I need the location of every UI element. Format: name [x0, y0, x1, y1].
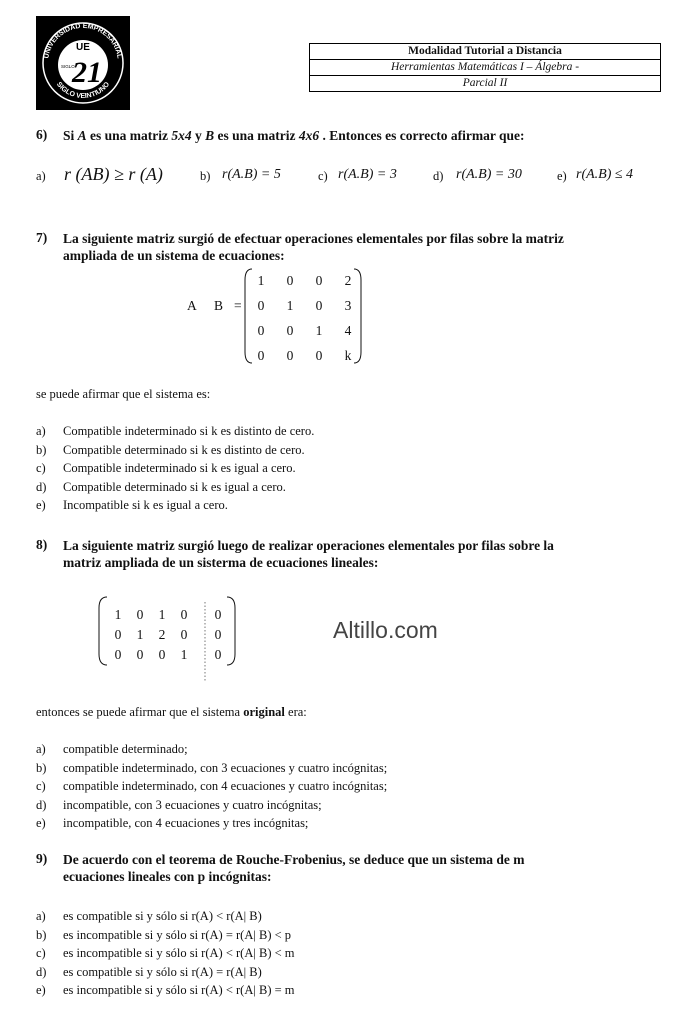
q7-option-d: d) Compatible determinado si k es igual a cero.	[36, 479, 286, 494]
q7-options	[36, 422, 314, 515]
q7-matrix-cell-r4c3: 0	[315, 348, 323, 363]
q7-matrix-cell-r4c2: 0	[286, 348, 294, 363]
logo-ue: UE	[76, 42, 90, 53]
q7-label-b: B	[214, 298, 224, 313]
q6-option-a-letter: a)	[36, 169, 46, 183]
q7-matrix-cell-r2c2: 1	[286, 298, 294, 313]
q9-options	[36, 907, 295, 1000]
q8-matrix-cell-r3c4: 1	[180, 647, 188, 662]
q7-statement: La siguiente matriz surgió de efectuar operaciones elementales por filas sobre la matriz ampliada de un sistema de ecuaciones:	[63, 231, 564, 263]
q9-option-c: c) es incompatible si y sólo si r(A) < r(A| B) < m	[36, 946, 295, 960]
q8-matrix-cell-r3c2: 0	[136, 647, 144, 662]
q7-matrix-cell-r3c1: 0	[257, 323, 265, 338]
q7-equals: =	[234, 298, 242, 313]
q8-option-a: a) compatible determinado;	[36, 742, 188, 756]
q8-statement: La siguiente matriz surgió luego de realizar operaciones elementales por filas sobre la matriz ampliada de un sisterma de ecuaciones lineales:	[63, 538, 554, 570]
q7-matrix-cell-r2c4: 3	[344, 298, 352, 313]
q6-option-e-letter: e)	[557, 169, 567, 183]
logo-bottom-text: SIGLO VEINTIUNO	[54, 80, 112, 101]
course-header-box	[309, 43, 661, 92]
q6-number: 6)	[36, 127, 48, 142]
q8-options	[36, 740, 387, 833]
q8-matrix-cell-r1c3: 1	[158, 607, 166, 622]
q8-matrix-cell-r2c4: 0	[180, 627, 188, 642]
q6-option-d: r(A.B) = 30	[456, 167, 522, 182]
q7-matrix-cell-r3c3: 1	[315, 323, 323, 338]
q7-label-a: A	[187, 298, 197, 313]
q7-option-a: a) Compatible indeterminado si k es distinto de cero.	[36, 424, 315, 438]
header-course: Herramientas Matemáticas I – Álgebra -	[310, 60, 660, 76]
q8-matrix-cell-r1c4: 0	[180, 607, 188, 622]
q7-option-e: e) Incompatible si k es igual a cero.	[36, 498, 228, 512]
q8-matrix-cell-r3c1: 0	[114, 647, 122, 662]
q7-matrix-cell-r2c1: 0	[257, 298, 265, 313]
logo-top-text: UNIVERSIDAD EMPRESARIAL	[43, 22, 123, 60]
q8-option-d: d) incompatible, con 3 ecuaciones y cuatro incógnitas;	[36, 797, 322, 812]
q7-matrix-cell-r4c4: k	[344, 348, 352, 363]
q6-option-a: r (AB) ≥ r (A)	[64, 164, 163, 184]
university-logo	[36, 16, 130, 110]
logo-siglo: SIGLO	[61, 64, 75, 69]
q8-matrix-cell-r2c5: 0	[214, 627, 222, 642]
q8-matrix-cell-r3c3: 0	[158, 647, 166, 662]
q8-option-e: e) incompatible, con 4 ecuaciones y tres incógnitas;	[36, 816, 309, 830]
q7-lead: se puede afirmar que el sistema es:	[36, 387, 211, 401]
q7-matrix-cell-r1c3: 0	[315, 273, 323, 288]
header-modality: Modalidad Tutorial a Distancia	[310, 44, 660, 60]
q8-matrix-cell-r1c2: 0	[136, 607, 144, 622]
q6-option-c-letter: c)	[318, 169, 328, 183]
q7-matrix-cell-r2c3: 0	[315, 298, 323, 313]
q9-option-a: a) es compatible si y sólo si r(A) < r(A| B)	[36, 909, 262, 923]
q7-matrix-cell-r3c4: 4	[344, 323, 352, 338]
q7-matrix-cell-r3c2: 0	[286, 323, 294, 338]
q8-option-c: c) compatible indeterminado, con 4 ecuaciones y cuatro incógnitas;	[36, 779, 388, 793]
watermark: Altillo.com	[333, 617, 438, 643]
q7-matrix-cell-r1c2: 0	[286, 273, 294, 288]
header-exam: Parcial II	[462, 77, 508, 89]
q8-matrix-cell-r2c3: 2	[158, 627, 166, 642]
q7-option-c: c) Compatible indeterminado si k es igual a cero.	[36, 461, 296, 475]
q9-option-b: b) es incompatible si y sólo si r(A) = r(A| B) < p	[36, 927, 292, 942]
q8-matrix-cell-r3c5: 0	[214, 647, 222, 662]
q6-option-c: r(A.B) = 3	[338, 167, 397, 182]
q7-matrix-cell-r1c1: 1	[257, 273, 265, 288]
q8-number: 8)	[36, 537, 48, 552]
q9-option-e: e) es incompatible si y sólo si r(A) < r(A| B) = m	[36, 983, 295, 997]
q8-option-b: b) compatible indeterminado, con 3 ecuaciones y cuatro incógnitas;	[36, 760, 388, 775]
q8-matrix-cell-r1c1: 1	[114, 607, 122, 622]
q7-option-b: b) Compatible determinado si k es distinto de cero.	[36, 442, 305, 457]
q6-option-e: r(A.B) ≤ 4	[576, 167, 634, 182]
q8-matrix-cell-r1c5: 0	[214, 607, 222, 622]
q9-statement: De acuerdo con el teorema de Rouche-Frobenius, se deduce que un sistema de m ecuaciones lineales con p incógnitas:	[63, 852, 525, 884]
q6-option-b: r(A.B) = 5	[222, 167, 281, 182]
q8-lead: entonces se puede afirmar que el sistema original era:	[36, 705, 307, 719]
q9-number: 9)	[36, 851, 48, 866]
logo-number: 21	[72, 56, 102, 89]
q6-option-d-letter: d)	[433, 169, 444, 183]
q7-matrix-cell-r1c4: 2	[344, 273, 352, 288]
q6-statement: Si A es una matriz 5x4 y B es una matriz 4x6 . Entonces es correcto afirmar que:	[63, 128, 525, 143]
q7-matrix-cell-r4c1: 0	[257, 348, 265, 363]
q6-option-b-letter: b)	[200, 169, 211, 183]
q7-number: 7)	[36, 230, 48, 245]
q9-option-d: d) es compatible si y sólo si r(A) = r(A| B)	[36, 964, 262, 979]
q8-matrix-cell-r2c2: 1	[136, 627, 144, 642]
q8-matrix-cell-r2c1: 0	[114, 627, 122, 642]
